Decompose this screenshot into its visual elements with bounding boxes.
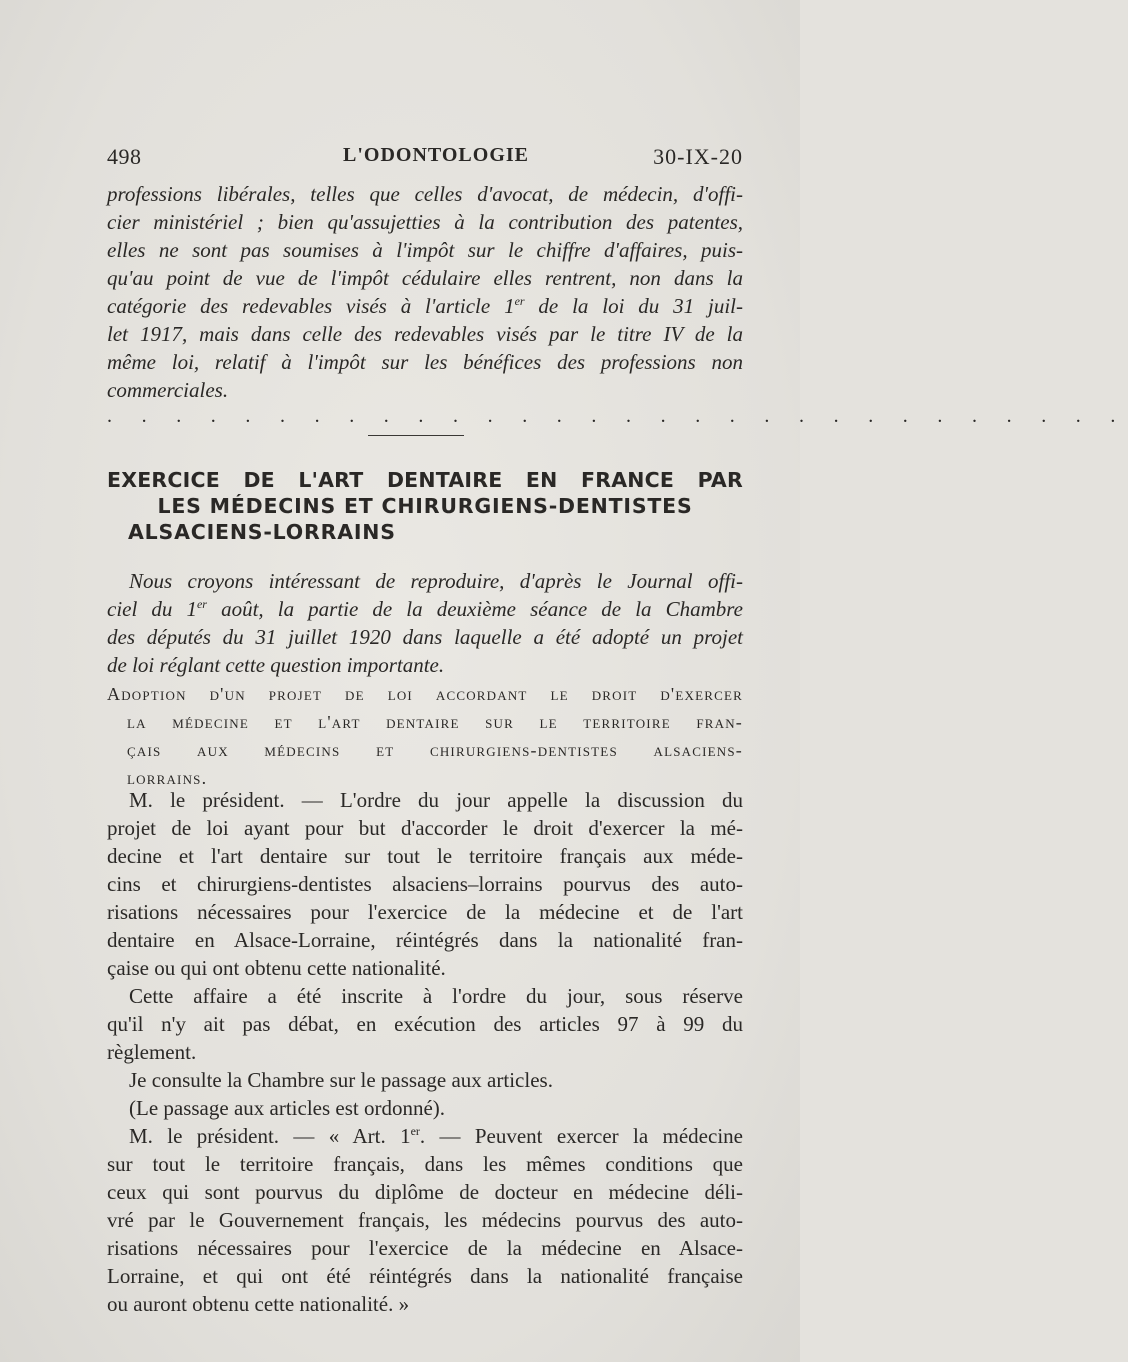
ellipsis-dots: . . . . . . . . . . . . . . . . . . . . . . . . . . . . . . [107,405,1128,427]
text-line: ciel du 1er août, la partie de la deuxième séance de la Chambre [107,597,744,621]
text-line: let 1917, mais dans celle des redevables visés par le titre IV de la [107,322,743,346]
text-line: (Le passage aux articles est ordonné). [129,1096,446,1120]
text-line: cier ministériel ; bien qu'assujetties à la contribution des patentes, [107,210,743,234]
text-line: qu'au point de vue de l'impôt cédulaire elles rentrent, non dans la [107,266,743,290]
preamble-paragraph [107,567,743,679]
journal-title: L'ODONTOLOGIE [343,144,530,166]
text-line: projet de loi ayant pour but d'accorder le droit d'exercer la mé- [107,816,743,840]
section-divider [368,435,464,436]
text-line: Lorraine, et qui ont été réintégrés dans la nationalité française [107,1264,743,1288]
text-line: qu'il n'y ait pas débat, en exécution des articles 97 à 99 du [107,1012,743,1036]
text-line: des députés du 31 juillet 1920 dans laquelle a été adopté un projet [107,625,743,649]
text-line: Nous croyons intéressant de reproduire, d'après le Journal offi- [129,569,743,593]
text-line: çaise ou qui ont obtenu cette nationalité. [107,956,446,980]
text-line: règlement. [107,1040,197,1064]
issue-date: 30-IX-20 [653,144,743,169]
text-line: professions libérales, telles que celles d'avocat, de médecin, d'offi- [107,182,743,206]
text-line: de loi réglant cette question importante. [107,653,445,677]
text-line: Je consulte la Chambre sur le passage aux articles. [129,1068,553,1092]
adoption-heading [107,680,743,792]
text-line: ou auront obtenu cette nationalité. » [107,1292,410,1316]
text-line: commerciales. [107,378,229,402]
text-line: risations nécessaires pour l'exercice de la médecine et de l'art [107,900,743,924]
text-line: risations nécessaires pour l'exercice de la médecine en Alsace- [107,1236,743,1260]
text-line: ceux qui sont pourvus du diplôme de docteur en médecine déli- [107,1180,743,1204]
text-line: M. le président. — « Art. 1er. — Peuvent exercer la médecine [129,1124,743,1148]
text-line: M. le président. — L'ordre du jour appelle la discussion du [129,788,743,812]
text-line: elles ne sont pas soumises à l'impôt sur le chiffre d'affaires, puis- [107,238,743,262]
text-line: Adoption d'un projet de loi accordant le droit d'exercer [107,684,743,704]
section-title-line: EXERCICE DE L'ART DENTAIRE EN FRANCE PAR [107,468,743,492]
text-line: la médecine et l'art dentaire sur le territoire fran- [127,712,743,732]
intro-paragraph [107,180,743,404]
text-line: Cette affaire a été inscrite à l'ordre du jour, sous réserve [129,984,743,1008]
text-line: decine et l'art dentaire sur tout le territoire français aux méde- [107,844,743,868]
section-title-line: LES MÉDECINS ET CHIRURGIENS-DENTISTES [157,494,693,518]
text-line: çais aux médecins et chirurgiens-dentistes alsaciens- [127,740,743,760]
text-line: catégorie des redevables visés à l'article 1er de la loi du 31 juil- [107,294,743,318]
section-title-line: ALSACIENS-LORRAINS [128,520,396,544]
text-line: cins et chirurgiens-dentistes alsaciens–lorrains pourvus des auto- [107,872,743,896]
page-number: 498 [107,144,142,169]
running-header [107,140,743,174]
text-line: dentaire en Alsace-Lorraine, réintégrés dans la nationalité fran- [107,928,743,952]
text-line: même loi, relatif à l'impôt sur les bénéfices des professions non [107,350,743,374]
debate-body [107,786,743,1318]
text-line: sur tout le territoire français, dans les mêmes conditions que [107,1152,743,1176]
text-line: vré par le Gouvernement français, les médecins pourvus des auto- [107,1208,743,1232]
text-line: lorrains. [127,768,208,788]
